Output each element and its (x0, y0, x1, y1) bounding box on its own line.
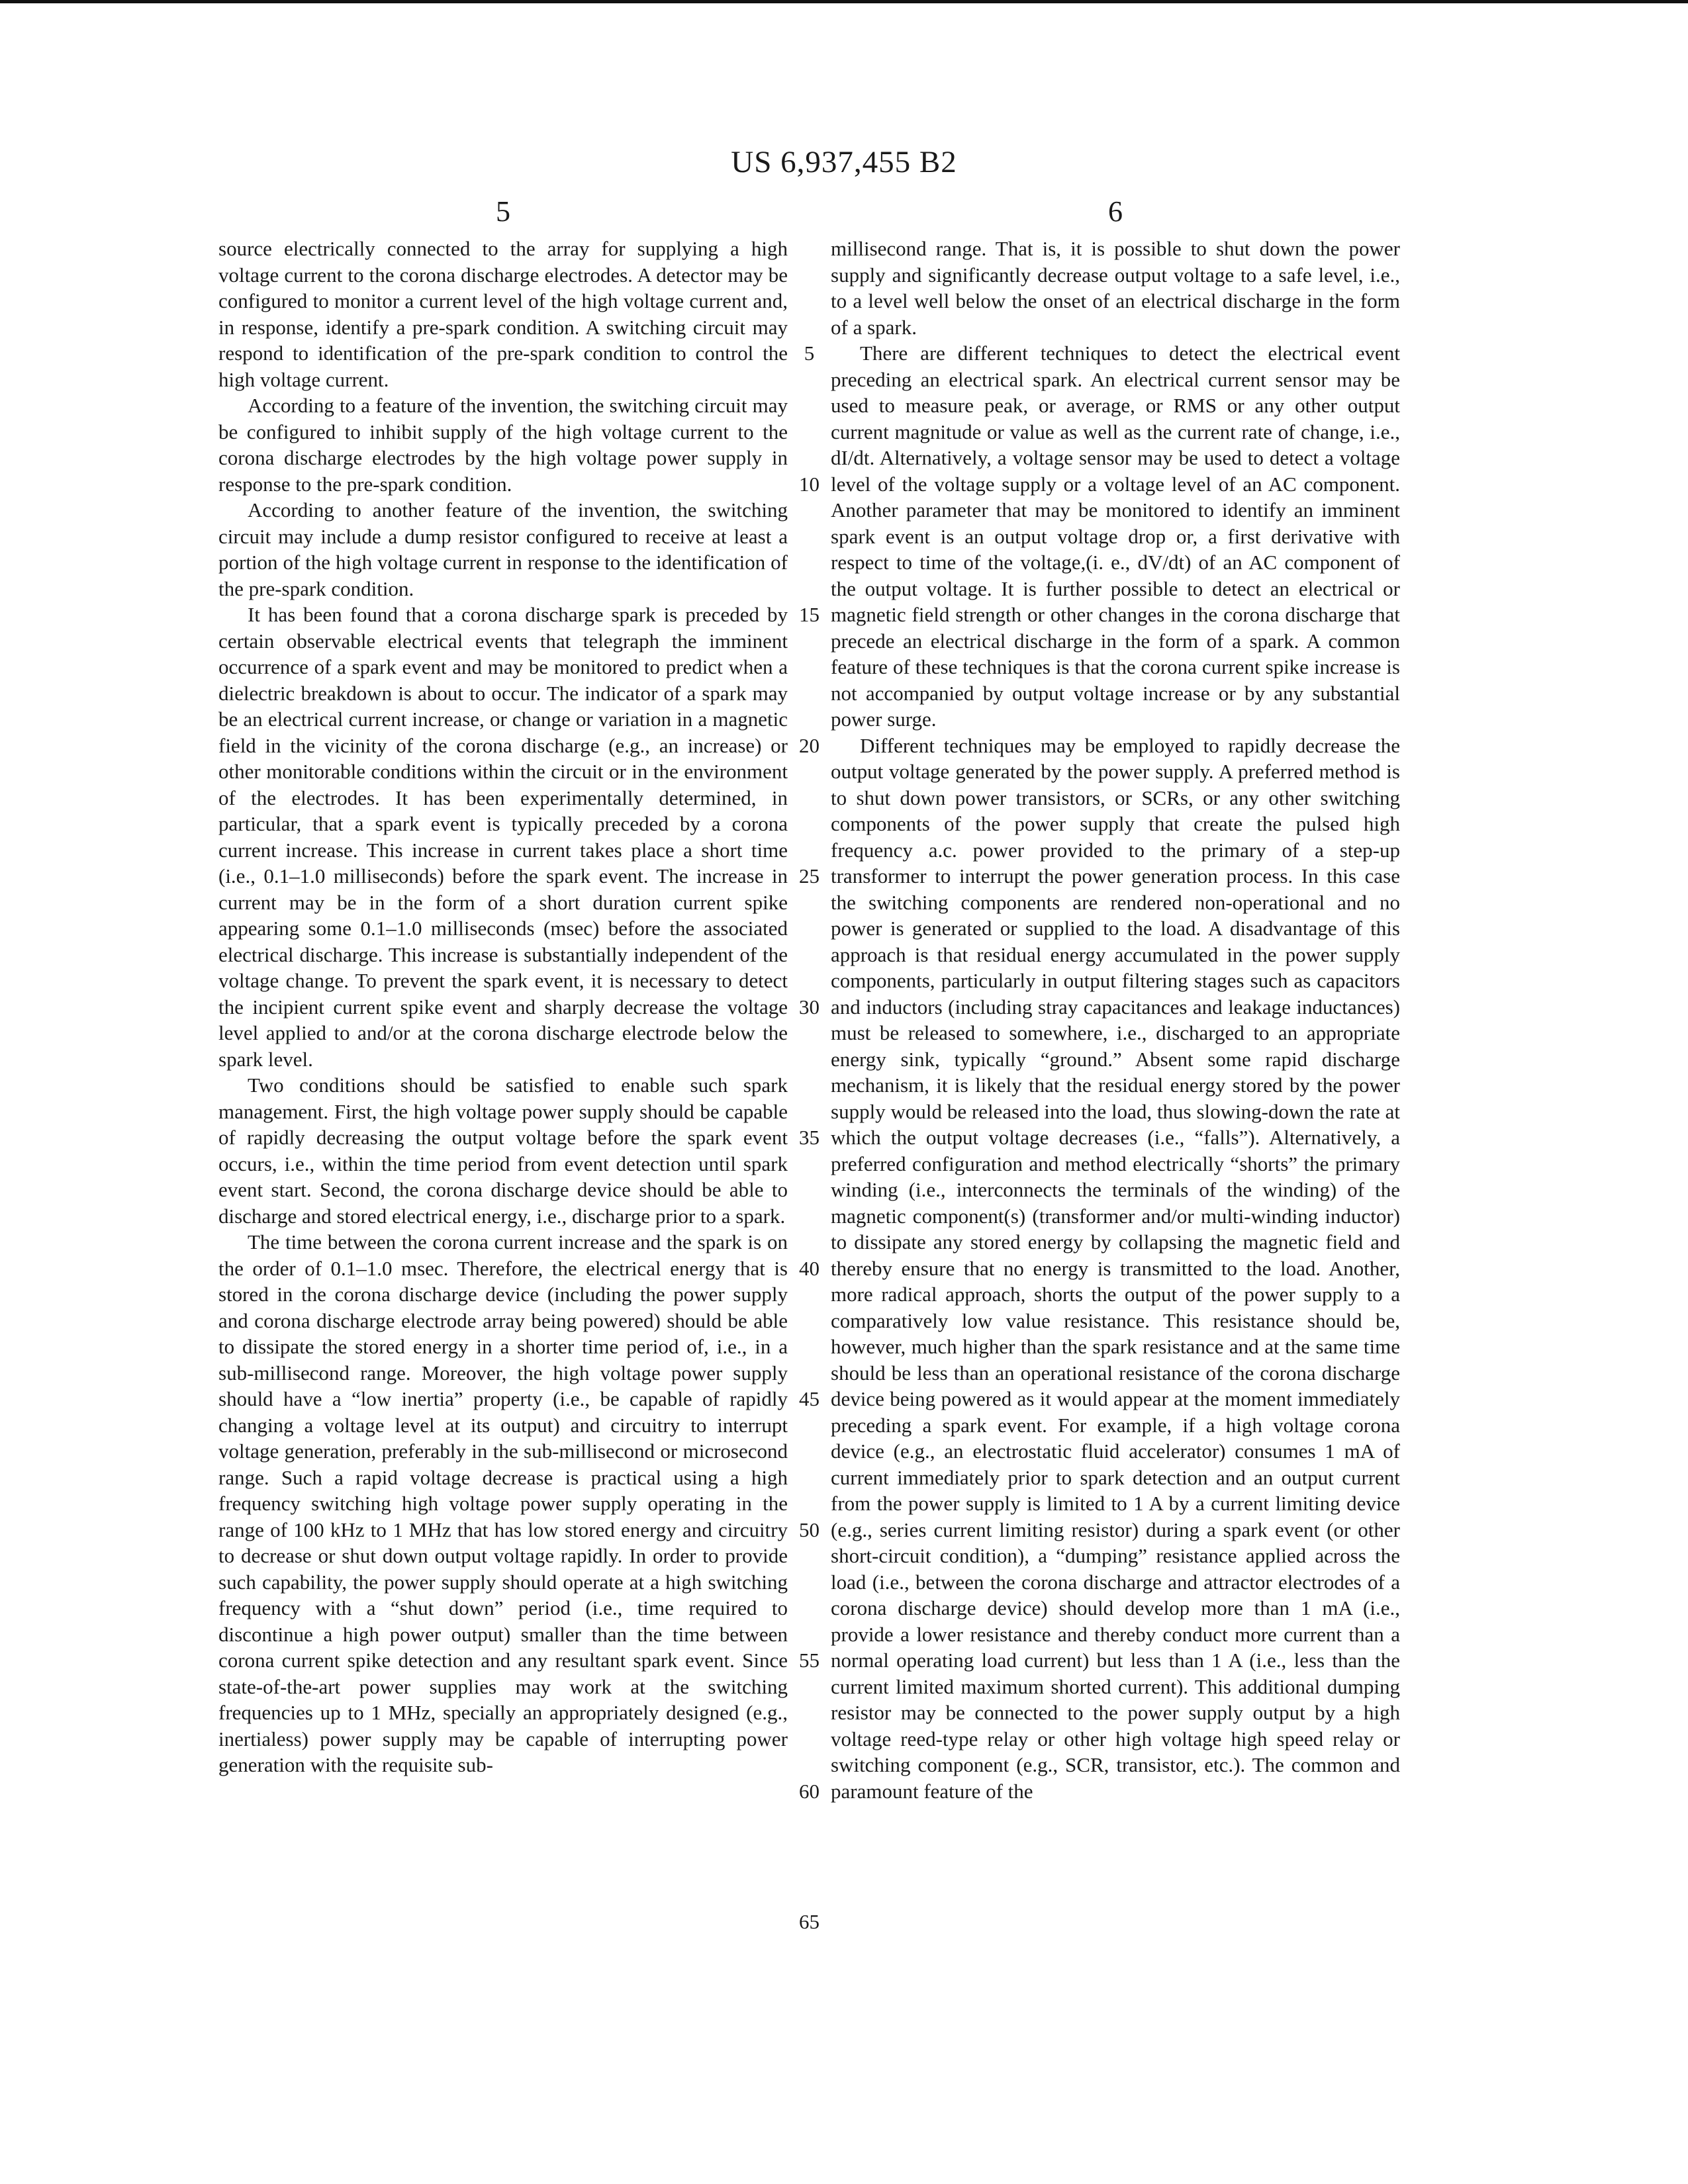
left-column (218, 236, 788, 1778)
line-number: 60 (799, 1779, 820, 1803)
line-number: 55 (799, 1649, 820, 1672)
line-number: 40 (799, 1256, 820, 1280)
paragraph: The time between the corona current increase and the spark is on the order of 0.1–1.0 msec. Therefore, the electrical energy that is stored in the corona discharge device (including the power supply and corona discharge electrode array being powered) should be able to dissipate the stored energy in a shorter time period of, i.e., in a sub-millisecond range. Moreover, the high voltage power supply should have a “low inertia” property (i.e., be capable of rapidly changing a voltage level at its output) and circuitry to interrupt voltage generation, preferably in the sub-millisecond or microsecond range. Such a rapid voltage decrease is practical using a high frequency switching high voltage power supply operating in the range of 100 kHz to 1 MHz that has low stored energy and circuitry to decrease or shut down output voltage rapidly. In order to provide such capability, the power supply should operate at a high switching frequency with a “shut down” period (i.e., time required to discontinue a high power output) smaller than the time between corona current spike detection and any resultant spark event. Since state-of-the-art power supplies may work at the switching frequencies up to 1 MHz, specially an appropriately designed (e.g., inertialess) power supply may be capable of interrupting power generation with the requisite sub- (218, 1230, 788, 1776)
paragraph: millisecond range. That is, it is possible to shut down the power supply and significantly decrease output voltage to a safe level, i.e., to a level well below the onset of an electrical discharge in the form of a spark. (831, 237, 1400, 339)
line-number: 50 (799, 1518, 820, 1541)
line-number: 20 (799, 733, 820, 757)
patent-number: US 6,937,455 B2 (731, 145, 957, 179)
line-number: 65 (799, 1910, 820, 1933)
line-number: 15 (799, 603, 820, 626)
line-number: 5 (804, 341, 815, 365)
line-number: 10 (799, 472, 820, 496)
line-number: 25 (799, 864, 820, 887)
left-column-number: 5 (496, 195, 510, 228)
line-number-gutter (788, 236, 831, 1989)
paragraph: According to a feature of the invention, the switching circuit may be configured to inhibit supply of the high voltage current to the corona discharge electrodes by the high voltage power supply in response to the pre-spark condition. (218, 394, 788, 496)
scan-artifact-top-edge (0, 0, 1688, 3)
paragraph: Different techniques may be employed to rapidly decrease the output voltage generated by the power supply. A preferred method is to shut down power transistors, or SCRs, or any other switching components of the power supply that create the pulsed high frequency a.c. power provided to the primary of a step-up transformer to interrupt the power generation process. In this case the switching components are rendered non-operational and no power is generated or supplied to the load. A disadvantage of this approach is that residual energy accumulated in the power supply components, particularly in output filtering stages such as capacitors and inductors (including stray capacitances and leakage inductances) must be released to somewhere, i.e., discharged to an appropriate energy sink, typically “ground.” Absent some rapid discharge mechanism, it is likely that the residual energy stored by the power supply would be released into the load, thus slowing-down the rate at which the output voltage decreases (i.e., “falls”). Alternatively, a preferred configuration and method electrically “shorts” the primary winding (i.e., interconnects the terminals of the winding) of the magnetic component(s) (transformer and/or multi-winding inductor) to dissipate any stored energy by collapsing the magnetic field and thereby ensure that no energy is transmitted to the load. Another, more radical approach, shorts the output of the power supply to a comparatively low value resistance. This resistance should be, however, much higher than the spark resistance and at the same time should be less than an operational resistance of the corona discharge device being powered as it would appear at the moment immediately preceding a spark event. For example, if a high voltage corona device (e.g., an electrostatic fluid accelerator) consumes 1 mA of current immediately prior to spark detection and an output current from the power supply is limited to 1 A by a current limiting device (e.g., series current limiting resistor) during a spark event (or other short-circuit condition), a “dumping” resistance applied across the load (i.e., between the corona discharge and attractor electrodes of a corona discharge device) should develop more than 1 mA (i.e., provide a lower resistance and thereby conduct more current than a normal operating load current) but less than 1 A (i.e., less than the current limited maximum shorted current). This additional dumping resistor may be connected to the power supply output by a high voltage reed-type relay or other high voltage high speed relay or switching component (e.g., SCR, transistor, etc.). The common and paramount feature of the (831, 733, 1400, 1803)
paragraph: It has been found that a corona discharge spark is preceded by certain observable electrical events that telegraph the imminent occurrence of a spark event and may be monitored to predict when a dielectric breakdown is about to occur. The indicator of a spark may be an electrical current increase, or change or variation in a magnetic field in the vicinity of the corona discharge (e.g., an increase) or other monitorable conditions within the circuit or in the environment of the electrodes. It has been experimentally determined, in particular, that a spark event is typically preceded by a corona current increase. This increase in current takes place a short time (i.e., 0.1–1.0 milliseconds) before the spark event. The increase in current may be in the form of a short duration current spike appearing some 0.1–1.0 milliseconds (msec) before the associated electrical discharge. This increase is substantially independent of the voltage change. To prevent the spark event, it is necessary to detect the incipient current spike event and sharply decrease the voltage level applied to and/or at the corona discharge electrode below the spark level. (218, 603, 788, 1071)
paragraph: source electrically connected to the array for supplying a high voltage current to the corona discharge electrodes. A detector may be configured to monitor a current level of the high voltage current and, in response, identify a pre-spark condition. A switching circuit may respond to identification of the pre-spark condition to control the high voltage current. (218, 237, 788, 391)
line-number: 45 (799, 1387, 820, 1410)
right-column-number: 6 (1108, 195, 1123, 228)
paragraph: According to another feature of the invention, the switching circuit may include a dump resistor configured to receive at least a portion of the high voltage current in response to the identification of the pre-spark condition. (218, 498, 788, 600)
paragraph: Two conditions should be satisfied to enable such spark management. First, the high voltage power supply should be capable of rapidly decreasing the output voltage before the spark event occurs, i.e., within the time period from event detection until spark event start. Second, the corona discharge device should be able to discharge and stored electrical energy, i.e., discharge prior to a spark. (218, 1073, 788, 1228)
paragraph: There are different techniques to detect the electrical event preceding an electrical spark. An electrical current sensor may be used to measure peak, or average, or RMS or any other output current magnitude or value as well as the current rate of change, i.e., dI/dt. Alternatively, a voltage sensor may be used to detect a voltage level of the voltage supply or a voltage level of an AC component. Another parameter that may be monitored to identify an imminent spark event is an output voltage drop or, a first derivative with respect to time of the voltage,(i. e., dV/dt) of an AC component of the output voltage. It is further possible to detect an electrical or magnetic field strength or other changes in the corona discharge that precede an electrical discharge in the form of a spark. A common feature of these techniques is that the corona current spike increase is not accompanied by output voltage increase or by any substantial power surge. (831, 341, 1400, 731)
line-number: 35 (799, 1126, 820, 1149)
right-column (831, 236, 1400, 1804)
line-number: 30 (799, 995, 820, 1019)
patent-text-body (218, 236, 1403, 1989)
